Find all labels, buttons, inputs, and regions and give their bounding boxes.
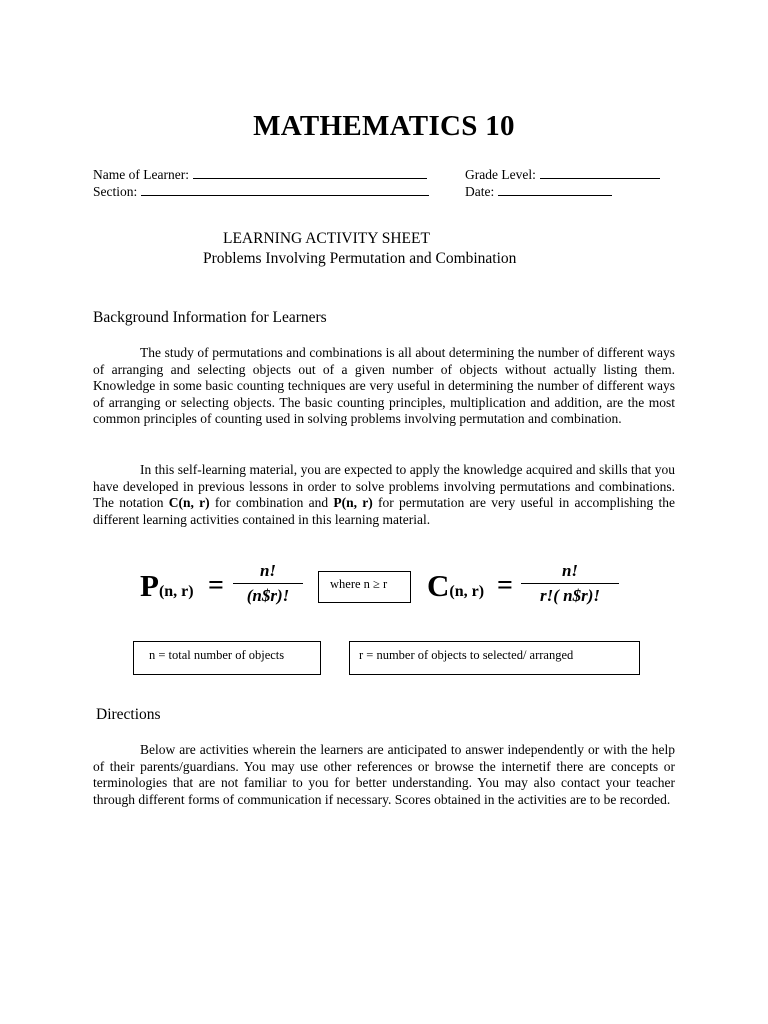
permutation-notation: P(n, r) <box>333 495 373 511</box>
name-of-learner-field[interactable] <box>93 166 427 183</box>
combination-equals: = <box>497 570 513 601</box>
r-definition-box <box>349 641 640 675</box>
section-line[interactable] <box>141 183 429 196</box>
combination-formula <box>427 568 484 604</box>
permutation-denominator: (n$r)! <box>233 583 303 606</box>
grade-level-label: Grade Level: <box>465 167 536 182</box>
permutation-fraction <box>233 561 303 606</box>
date-label: Date: <box>465 184 495 199</box>
grade-level-field[interactable] <box>465 166 660 183</box>
directions-paragraph: Below are activities wherein the learners are anticipated to answer independently or with the help of their parents/guardians. You may use other references or browse the internetif there are concepts or terminologies that are not familiar to you for better understanding. You may also contact your teacher through different forms of communication if necessary. Scores obtained in the activities are to be recorded. <box>93 742 675 807</box>
combination-subscript: (n, r) <box>449 583 485 600</box>
permutation-letter: P <box>140 568 159 603</box>
r-definition: r = number of objects to selected/ arranged <box>359 648 574 662</box>
combination-fraction <box>521 561 619 606</box>
combination-numerator: n! <box>561 561 579 580</box>
section-field[interactable] <box>93 183 429 200</box>
condition-box <box>318 571 411 603</box>
directions-heading: Directions <box>96 706 161 723</box>
name-of-learner-line[interactable] <box>193 166 427 179</box>
n-definition: n = total number of objects <box>149 648 285 662</box>
combination-denominator: r!( n$r)! <box>521 583 619 606</box>
permutation-subscript: (n, r) <box>158 583 194 600</box>
background-paragraph-2: In this self-learning material, you are expected to apply the knowledge acquired and skills that you have developed in previous lessons in order to solve problems involving permutations and combinations. The notation C(n, r) for combination and P(n, r) for permutation are very useful in accomplishing the different learning activities contained in this learning material. <box>93 462 675 527</box>
section-label: Section: <box>93 184 138 199</box>
permutation-numerator: n! <box>259 561 277 580</box>
permutation-formula <box>140 568 194 604</box>
grade-level-line[interactable] <box>540 166 660 179</box>
combination-letter: C <box>427 568 450 603</box>
combination-notation: C(n, r) <box>168 495 210 511</box>
sheet-heading: LEARNING ACTIVITY SHEET <box>223 230 430 247</box>
background-paragraph-1: The study of permutations and combinations is all about determining the number of different ways of arranging and selecting objects out of a given number of objects without actually listing them. Knowledge in some basic counting techniques are very useful in determining the number of different ways of arranging or selecting objects. The basic counting principles, multiplication and addition, are the most common principles of counting used in solving problems involving permutation and combination. <box>93 345 675 427</box>
date-line[interactable] <box>498 183 612 196</box>
page-title: MATHEMATICS 10 <box>253 110 515 142</box>
date-field[interactable] <box>465 183 612 200</box>
sheet-subtitle: Problems Involving Permutation and Combination <box>203 250 517 267</box>
background-heading: Background Information for Learners <box>93 309 327 326</box>
condition-text: where n ≥ r <box>330 577 388 591</box>
n-definition-box <box>133 641 321 675</box>
name-of-learner-label: Name of Learner: <box>93 167 189 182</box>
permutation-equals: = <box>208 570 224 601</box>
